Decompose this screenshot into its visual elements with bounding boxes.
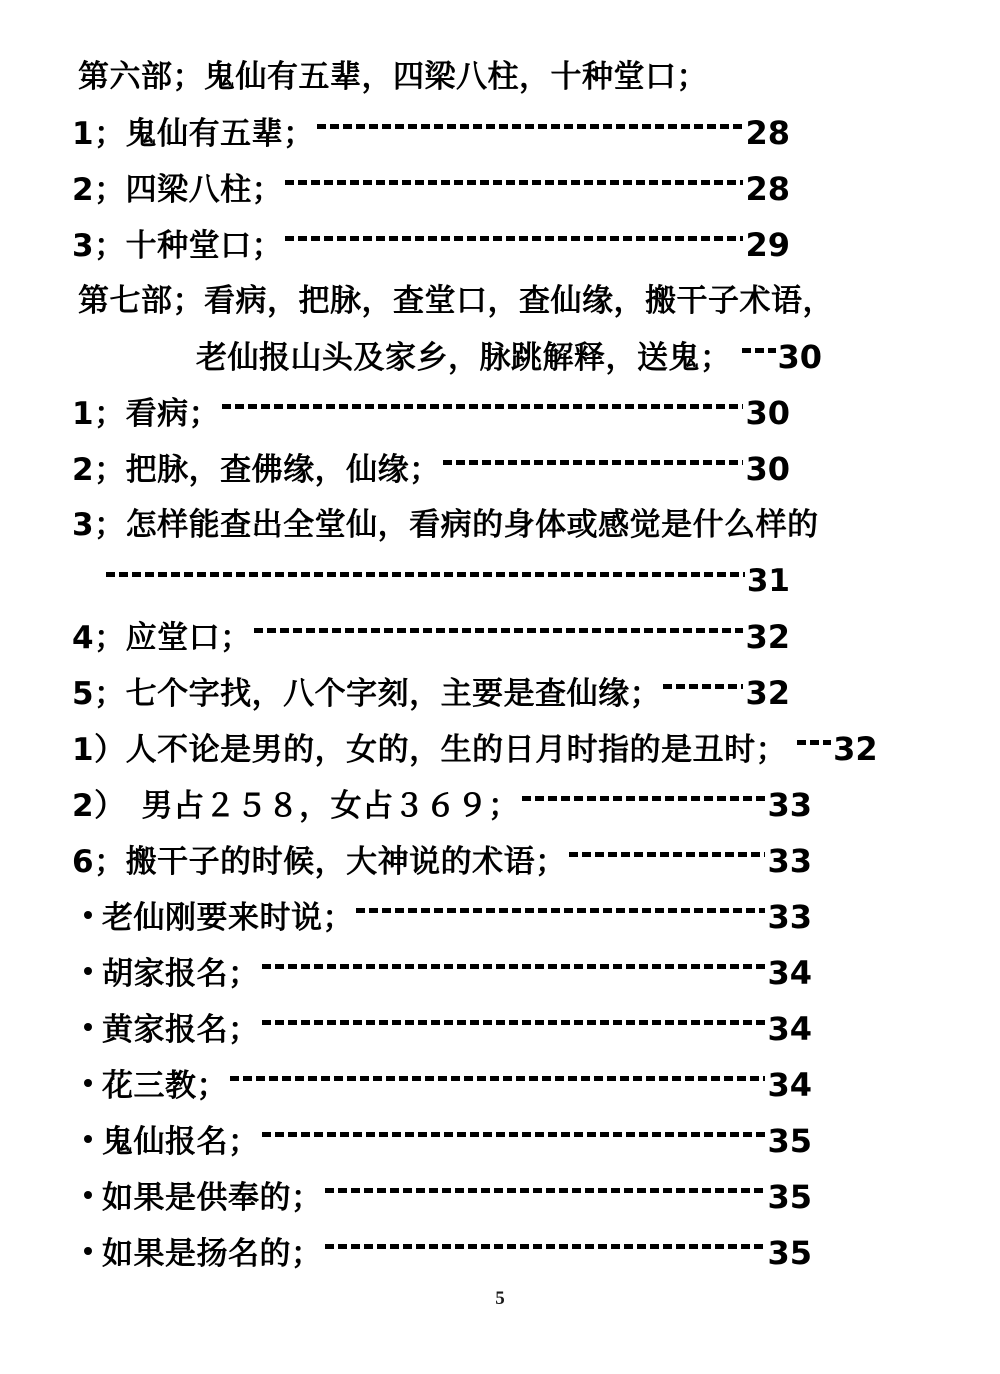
toc-entry-label: 老仙刚要来时说；	[102, 900, 354, 936]
dotted-leader	[443, 460, 744, 465]
dotted-leader	[254, 628, 744, 633]
toc-entry-label: 鬼仙报名；	[102, 1124, 260, 1160]
toc-page-number: 35	[767, 1234, 812, 1272]
dotted-leader	[317, 124, 744, 129]
dotted-leader	[222, 404, 743, 409]
dotted-leader	[230, 1076, 765, 1081]
toc-entry-label: 2；把脉，查佛缘，仙缘；	[72, 452, 441, 488]
toc-entry[interactable]	[72, 393, 790, 434]
dotted-leader	[522, 796, 766, 801]
toc-section-heading	[78, 281, 834, 321]
toc-entry[interactable]	[72, 841, 812, 882]
bullet-icon	[84, 967, 92, 975]
dotted-leader	[285, 236, 743, 241]
toc-entry-label: 黄家报名；	[102, 1012, 260, 1048]
toc-entry-label: 1；看病；	[72, 396, 221, 432]
toc-entry-label: 3；怎样能查出全堂仙，看病的身体或感觉是什么样的	[72, 507, 819, 543]
toc-page-number: 34	[767, 1066, 812, 1104]
toc-entry-label: 如果是供奉的；	[102, 1180, 323, 1216]
toc-entry[interactable]	[72, 449, 790, 490]
toc-entry[interactable]	[72, 673, 790, 714]
bullet-icon	[84, 1079, 92, 1087]
toc-page-number: 34	[767, 1010, 812, 1048]
toc-page-number: 34	[767, 954, 812, 992]
toc-entry-label: 6；搬干子的时候，大神说的术语；	[72, 844, 567, 880]
toc-bullet-entry[interactable]	[84, 1121, 812, 1162]
toc-entry[interactable]	[72, 729, 878, 770]
toc-page-number: 33	[767, 786, 812, 824]
toc-page-number: 33	[767, 898, 812, 936]
toc-entry-label: 1；鬼仙有五辈；	[72, 116, 315, 152]
toc-entry[interactable]	[72, 169, 790, 210]
dotted-leader	[262, 964, 766, 969]
dotted-leader	[742, 348, 776, 353]
toc-entry-label: 第七部；看病，把脉，查堂口，查仙缘，搬干子术语，	[78, 283, 834, 319]
toc-bullet-entry[interactable]	[84, 1009, 812, 1050]
toc-page-number: 35	[767, 1122, 812, 1160]
toc-page-number: 28	[745, 114, 790, 152]
toc-bullet-entry[interactable]	[84, 1177, 812, 1218]
toc-entry-label: 如果是扬名的；	[102, 1236, 323, 1272]
toc-page-number: 31	[746, 563, 790, 599]
dotted-leader	[106, 572, 745, 577]
toc-entry[interactable]	[72, 225, 790, 266]
dotted-leader	[262, 1132, 766, 1137]
toc-page-number: 30	[777, 338, 823, 376]
dotted-leader	[356, 908, 765, 913]
toc-page-number: 32	[745, 674, 790, 712]
dotted-leader	[663, 684, 743, 689]
toc-page-number: 32	[745, 618, 790, 656]
toc-entry[interactable]	[72, 113, 790, 154]
toc-entry-label: 2） 男占２５８，女占３６９；	[72, 788, 520, 824]
toc-entry-label: 第六部；鬼仙有五辈，四梁八柱，十种堂口；	[78, 59, 708, 95]
bullet-icon	[84, 1191, 92, 1199]
bullet-icon	[84, 1023, 92, 1031]
dotted-leader	[569, 852, 766, 857]
toc-entry-label: 1）人不论是男的，女的，生的日月时指的是丑时；	[72, 732, 788, 768]
toc-entry[interactable]	[72, 785, 812, 826]
toc-bullet-entry[interactable]	[84, 953, 812, 994]
toc-entry[interactable]	[72, 617, 790, 658]
toc-entry-label: 3；十种堂口；	[72, 228, 284, 264]
page-number: 5	[495, 1288, 505, 1309]
toc-entry[interactable]	[196, 337, 822, 378]
toc-page-number: 30	[745, 394, 790, 432]
toc-entry-label: 花三教；	[102, 1068, 228, 1104]
toc-entry-label: 4；应堂口；	[72, 620, 252, 656]
toc-section-heading	[78, 57, 708, 97]
toc-page-number: 33	[767, 842, 812, 880]
toc-page-number: 30	[745, 450, 790, 488]
toc-page-number: 32	[833, 730, 878, 768]
toc-entry-label: 2；四梁八柱；	[72, 172, 284, 208]
toc-entry-label: 胡家报名；	[102, 956, 260, 992]
dotted-leader	[325, 1188, 766, 1193]
toc-entry-label: 老仙报山头及家乡，脉跳解释，送鬼；	[196, 340, 732, 376]
dotted-leader	[797, 740, 831, 745]
dotted-leader	[262, 1020, 766, 1025]
dotted-leader	[325, 1244, 766, 1249]
toc-leader-row[interactable]	[104, 561, 790, 601]
toc-entry-label: 5；七个字找，八个字刻，主要是查仙缘；	[72, 676, 662, 712]
toc-entry-text	[72, 505, 819, 545]
toc-page-number: 28	[745, 170, 790, 208]
toc-bullet-entry[interactable]	[84, 897, 812, 938]
toc-page-number: 29	[745, 226, 790, 264]
bullet-icon	[84, 1135, 92, 1143]
toc-bullet-entry[interactable]	[84, 1065, 812, 1106]
dotted-leader	[285, 180, 743, 185]
bullet-icon	[84, 1247, 92, 1255]
bullet-icon	[84, 911, 92, 919]
toc-bullet-entry[interactable]	[84, 1233, 812, 1274]
toc-page-number: 35	[767, 1178, 812, 1216]
